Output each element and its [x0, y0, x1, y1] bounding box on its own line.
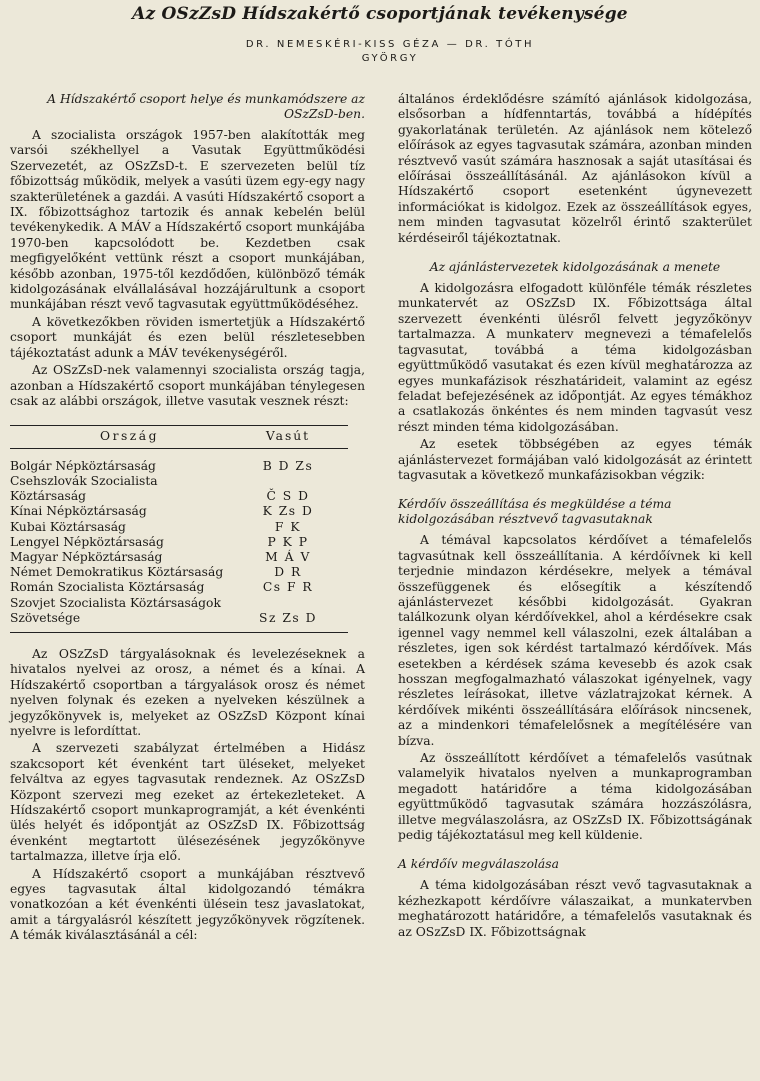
authors: [150, 38, 630, 66]
table-header-country: Ország: [10, 426, 228, 448]
section-heading-answering: A kérdőív megválaszolása: [398, 857, 559, 872]
section-heading-placement: A Hídszakértő csoport helye és munkamódszere az OSzZsD-ben.: [47, 92, 365, 121]
table-row: [10, 550, 348, 565]
paragraph: A szervezeti szabályzat értelmében a Hidász szakcsoport két évenként tart üléseket, melyeket felváltva az egyes tagvasutak rendeznek. Az OSzZsD Központ szervezi meg ezeket az értekezleteket. A Hídszakértő csoport munkaprogramját, a két évenkénti ülés helyét és időpontját az OSzZsD IX. Főbizottság évenként megtartott ülésezésének jegyzőkönyve tartalmazza, illetve írja elő.: [10, 741, 365, 864]
paragraph: A szocialista országok 1957-ben alakították meg varsói székhellyel a Vasutak Együttműködési Szervezetét, az OSzZsD-t. E szervezeten belül tíz főbizottság működik, melyek a vasúti üzem egy-egy nagy szakterületének a gazdái. A vasúti Hídszakértő csoport a IX. főbizottsághoz tartozik és annak kebelén belül tevékenykedik. A MÁV a Hídszakértő csoport munkájába 1970-ben kapcsolódott be. Kezdetben csak megfigyelőként vettünk részt a csoport munkájában, később azonban, 1975-től kezdődően, különböző témák kidolgozásának elvállalásával hozzájárultunk a csoport munkájában részt vevő tagvasutak együttműködéséhez.: [10, 128, 366, 312]
railway-cell: Č S D: [266, 489, 310, 504]
country-cell: Lengyel Népköztársaság: [10, 534, 164, 549]
article-title: Az OSzZsD Hídszakértő csoportjának tevékenysége: [132, 4, 628, 24]
railway-cell: Cs F R: [262, 580, 314, 595]
paragraph: Az esetek többségében az egyes témák ajánlástervezet formájában való kidolgozását az érintett tagvasutak a következő munkafázisokban végzik:: [398, 437, 752, 482]
country-cell: Szovjet Szocialista Köztársaságok Szövetsége: [10, 596, 228, 633]
table-row: [10, 504, 348, 519]
paragraph: Az OSzZsD tárgyalásoknak és levelezéseknek a hivatalos nyelvei az orosz, a német és a kínai. A Hídszakértő csoportban a tárgyalások orosz és német nyelven folynak és ezeken a nyelveken készülnek a jegyzőkönyvek is, melyeket az OSzZsD Központ kínai nyelvre is lefordíttat.: [10, 646, 365, 738]
railway-cell: F K: [274, 519, 302, 534]
section-heading-questionnaire: Kérdőív összeállítása és megküldése a téma kidolgozásában résztvevő tagvasutaknak: [398, 497, 672, 527]
right-column: [398, 92, 752, 942]
paragraph: A következőkben röviden ismertetjük a Hídszakértő csoport munkáját és ezen belül részletesebben tájékoztatást adunk a MÁV tevékenységéről.: [10, 314, 365, 360]
table-row: [10, 474, 348, 504]
paragraph: A témával kapcsolatos kérdőívet a témafelelős tagvasútnak kell összeállítania. A kérdőívnek ki kell terjednie mindazon kérdésekre, melyek a témával összefüggenek és elősegítik a készítendő ajánlástervezet későbbi kidolgozását. Gyakran találkozunk olyan kérdőívekkel, ahol a kérdésekre csak igennel vagy nemmel kell válaszolni, ezek általában a részletes, igen sok kérdést tartalmazó kérdőívek. Más esetekben a kérdések száma kevesebb és azok csak hosszan megfogalmazható válaszokat igényelnek, vagy részletes leírásokat, illetve vázlatrajzokat kérnek. A kérdőívek mikénti összeállítására előírások nincsenek, az a mindenkori témafelelősnek a megítélésére van bízva.: [398, 533, 752, 748]
paragraph: A kidolgozásra elfogadott különféle témák részletes munkatervét az OSzZsD IX. Főbizottsága által szervezett évenkénti ülésről felvett jegyzőkönyv tartalmazza. A munkaterv megnevezi a témafelelős tagvasutat, továbbá a téma kidolgozásban együttműködő vasutakat és ezen kívül meghatározza az egyes munkafázisok részhatárideit, valamint az egész feladat befejezésének az időpontját. Az egyes témákhoz a csatlakozás önkéntes és nem minden tagvasút vesz részt minden téma kidolgozásában.: [398, 281, 752, 434]
railway-cell: Sz Zs D: [228, 596, 348, 633]
country-cell: Német Demokratikus Köztársaság: [10, 565, 224, 580]
table-row: [10, 565, 348, 580]
left-column: [10, 92, 365, 946]
country-cell: Magyar Népköztársaság: [10, 549, 163, 564]
paragraph: A Hídszakértő csoport a munkájában résztvevő egyes tagvasutak által kidolgozandó témákra vonatkozóan a két évenkénti ülésein tesz javaslatokat, amit a tárgyalásról készített jegyzőkönyvek rögzítenek. A témák kiválasztásánál a cél:: [10, 866, 365, 943]
railway-cell: P K P: [267, 534, 309, 549]
country-cell: Csehszlovák Szocialista Köztársaság: [10, 473, 158, 504]
paragraph: általános érdeklődésre számító ajánlások kidolgozása, elsősorban a hídfenntartás, továbbá a hídépítés gyakorlatának területén. Az ajánlások nem kötelező előírások az egyes tagvasutak számára, azonban minden résztvevő vasút számára hasznosak a saját utasításai és előírásai összeállításánál. Az ajánlásokon kívül a Hídszakértő csoport esetenként úgynevezett információkat is kidolgoz. Ezek az összeállítások egyes, nem minden tagvasutat közelről érintő szakterület kérdéseiről tájékoztatnak.: [398, 92, 752, 245]
authors-line-2: GYÖRGY: [361, 53, 419, 64]
railway-cell: B D Zs: [262, 458, 314, 473]
railway-cell: K Zs D: [262, 504, 314, 519]
paragraph: Az OSzZsD-nek valamennyi szocialista ország tagja, azonban a Hídszakértő csoport munkájában ténylegesen csak az alábbi országok, illetve vasutak vesznek részt:: [10, 363, 365, 408]
country-cell: Kínai Népköztársaság: [10, 504, 147, 519]
table-row: [10, 520, 348, 535]
table-header-railway: Vasút: [228, 426, 348, 448]
country-cell: Román Szocialista Köztársaság: [10, 580, 205, 595]
table-row: [10, 448, 348, 474]
section-heading-process: Az ajánlástervezetek kidolgozásának a menete: [429, 260, 721, 275]
paragraph: Az összeállított kérdőívet a témafelelős vasútnak valamelyik hivatalos nyelven a munkaprogramban megadott határidőre a téma kidolgozásában együttműködő tagvasutak számára hozzászólásra, illetve megválaszolásra, az OSzZsD IX. Főbizottságának pedig tájékoztatásul meg kell küldenie.: [398, 751, 752, 843]
paragraph: A téma kidolgozásában részt vevő tagvasutaknak a kézhezkapott kérdőívre válaszaikat, a munkatervben meghatározott határidőre, a témafelelős vasutaknak és az OSzZsD IX. Főbizottságnak: [398, 878, 752, 939]
country-railway-table: [10, 425, 348, 633]
table-row: [10, 535, 348, 550]
table-row: [10, 596, 348, 633]
country-cell: Kubai Köztársaság: [10, 519, 126, 534]
authors-line-1: DR. NEMESKÉRI-KISS GÉZA — DR. TÓTH: [245, 39, 535, 50]
railway-cell: D R: [274, 565, 302, 580]
table-row: [10, 580, 348, 595]
country-cell: Bolgár Népköztársaság: [10, 458, 156, 473]
railway-cell: M Á V: [265, 549, 311, 564]
